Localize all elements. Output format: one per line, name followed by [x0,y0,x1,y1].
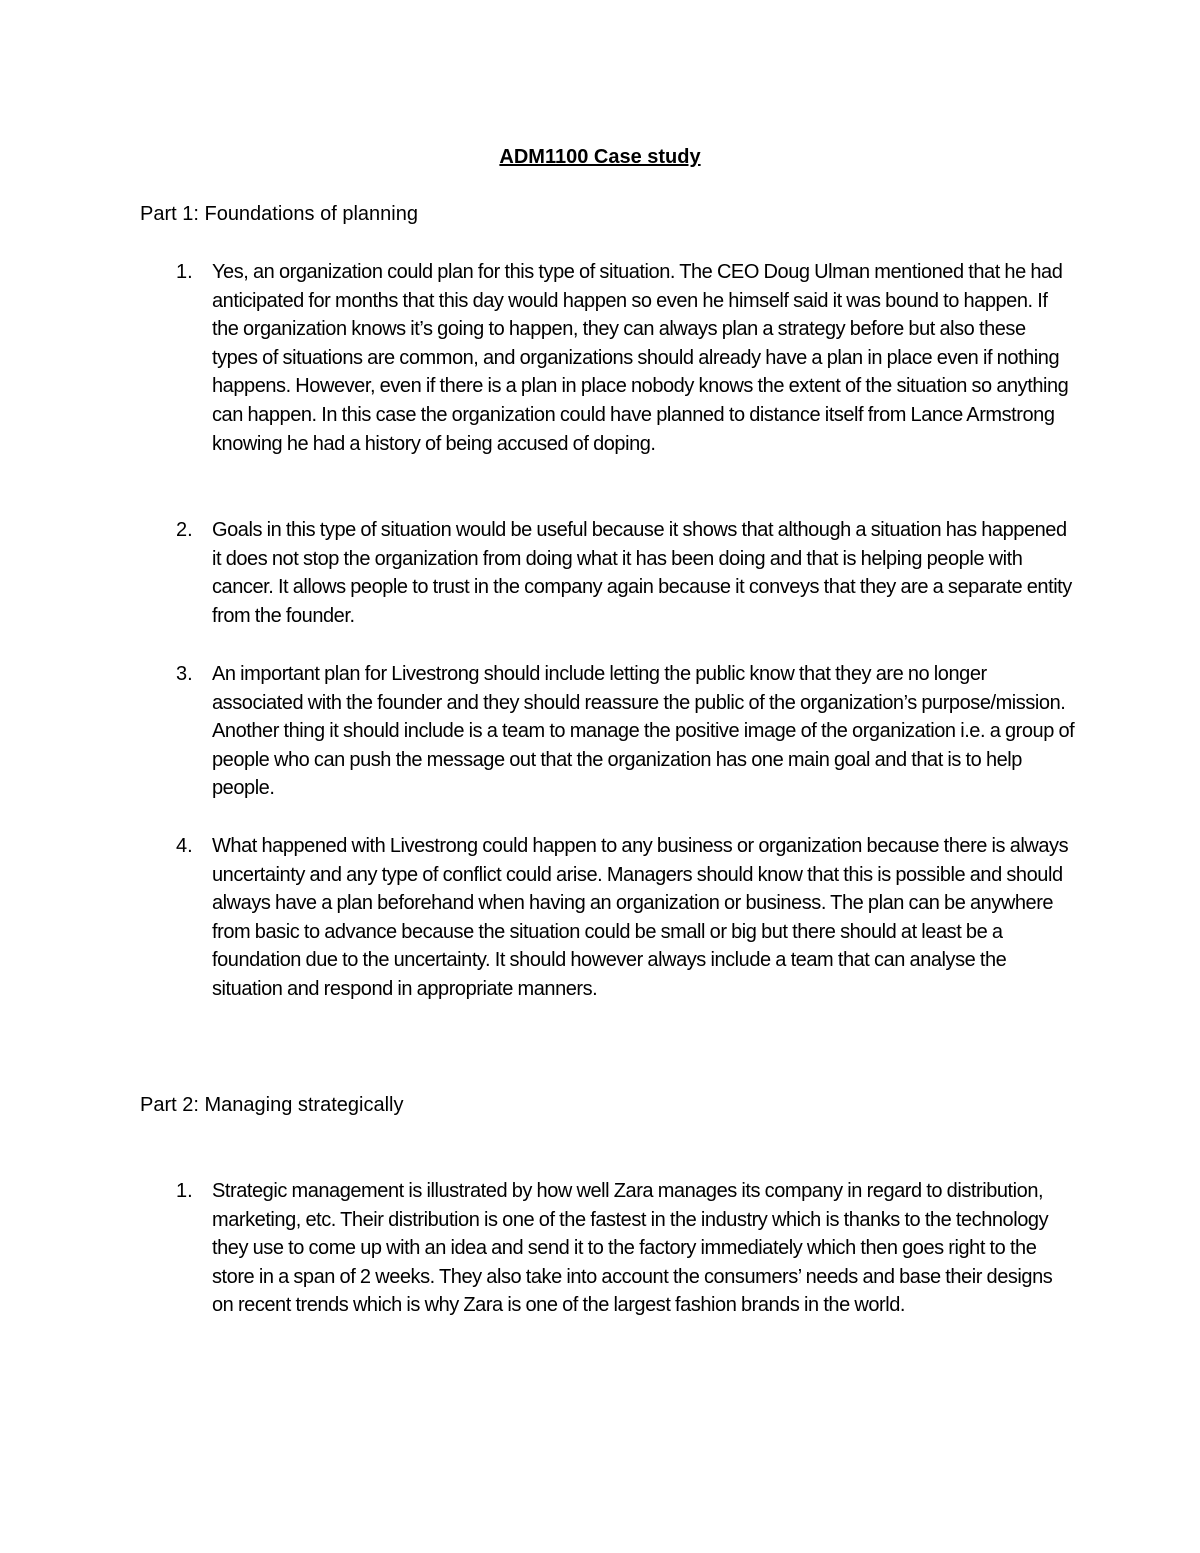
list-number: 2. [176,519,193,541]
list-number: 3. [176,663,193,685]
part-2-heading: Part 2: Managing strategically [140,1094,404,1116]
part-1-item-4 [140,832,1075,1004]
list-item-text: Yes, an organization could plan for this type of situation. The CEO Doug Ulman mentioned that he had anticipated for months that this day would happen so even he himself said it was bound to happen. If the organization knows it’s going to happen, they can always plan a strategy before but also these types of situations are common, and organizations should already have a plan in place even if nothing happens. However, even if there is a plan in place nobody knows the extent of the situation so anything can happen. In this case the organization could have planned to distance itself from Lance Armstrong knowing he had a history of being accused of doping. [212,261,1069,455]
list-item-text: What happened with Livestrong could happen to any business or organization because there is always uncertainty and any type of conflict could arise. Managers should know that this is possible and should always have a plan beforehand when having an organization or business. The plan can be anywhere from basic to advance because the situation could be small or big but there should at least be a foundation due to the uncertainty. It should however always include a team that can analyse the situation and respond in appropriate manners. [212,835,1069,1000]
part-1-item-1 [140,258,1075,458]
list-item-text: An important plan for Livestrong should include letting the public know that they are no longer associated with the founder and they should reassure the public of the organization’s purpose/mission. Another thing it should include is a team to manage the positive image of the organization i.e. a group of people who can push the message out that the organization has one main goal and that is to help people. [212,663,1075,800]
list-number: 1. [176,261,193,283]
part-1-item-3 [140,660,1075,803]
part-1-item-2 [140,516,1075,630]
list-item-text: Goals in this type of situation would be useful because it shows that although a situation has happened it does not stop the organization from doing what it has been doing and that is helping people with cancer. It allows people to trust in the company again because it conveys that they are a separate entity from the founder. [212,519,1072,627]
part-2-item-1 [140,1177,1075,1320]
list-number: 4. [176,835,193,857]
part-1-heading: Part 1: Foundations of planning [140,203,418,225]
list-item-text: Strategic management is illustrated by how well Zara manages its company in regard to distribution, marketing, etc. Their distribution is one of the fastest in the industry which is thanks to the technology they use to come up with an idea and send it to the factory immediately which then goes right to the store in a span of 2 weeks. They also take into account the consumers’ needs and base their designs on recent trends which is why Zara is one of the largest fashion brands in the world. [212,1180,1053,1317]
list-number: 1. [176,1180,193,1202]
document-title: ADM1100 Case study [499,146,701,168]
